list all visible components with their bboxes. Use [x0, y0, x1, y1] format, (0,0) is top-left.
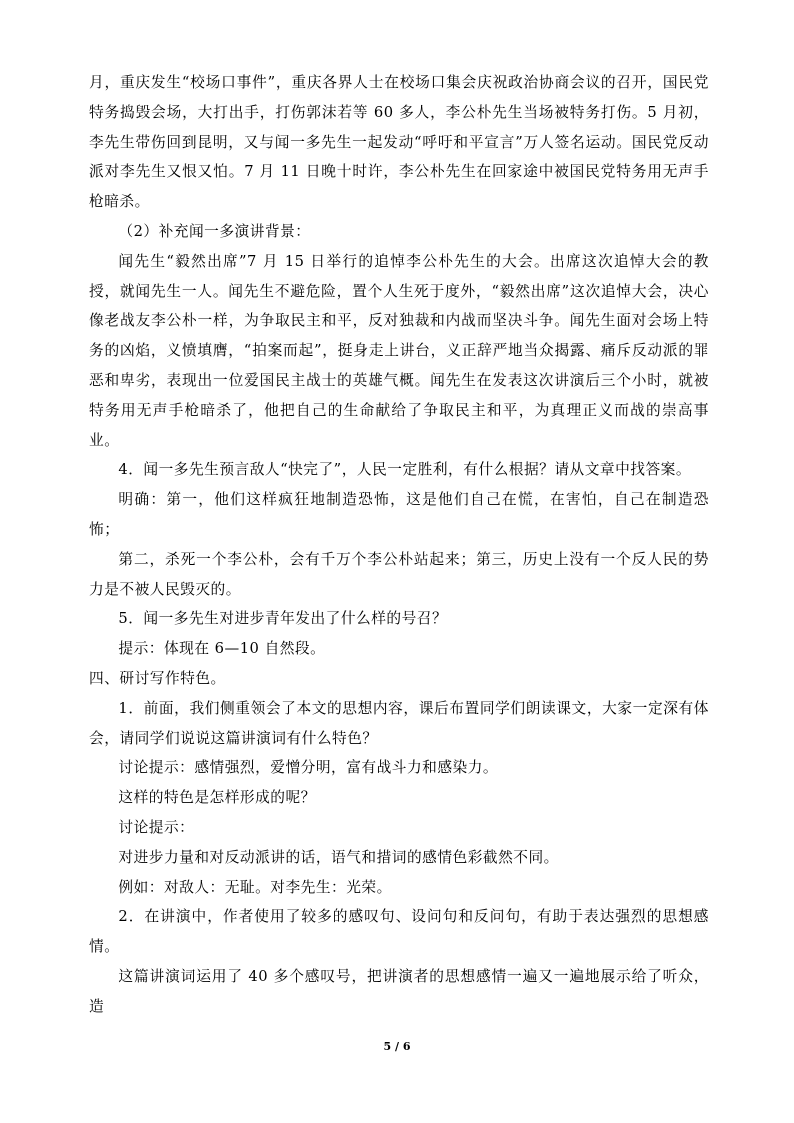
paragraph: 提示：体现在 6—10 自然段。: [118, 640, 326, 658]
document-body: [89, 68, 709, 1022]
page-number: 5 / 6: [383, 1040, 411, 1053]
section-heading: 四、研讨写作特色。: [89, 669, 226, 687]
paragraph: 4．闻一多先生预言敌人“快完了”，人民一定胜利，有什么根据？请从文章中找答案。: [118, 461, 692, 479]
paragraph: 第二，杀死一个李公朴，会有千万个李公朴站起来；第三，历史上没有一个反人民的势力是不被人民毁灭的。: [89, 550, 709, 598]
paragraph: 讨论提示：: [118, 818, 195, 836]
paragraph: 这样的特色是怎样形成的呢？: [118, 789, 316, 807]
paragraph: 例如：对敌人：无耻。对李先生：光荣。: [118, 878, 392, 896]
paragraph: 2．在讲演中，作者使用了较多的感叹句、设问句和反问句，有助于表达强烈的思想感情。: [89, 908, 709, 956]
paragraph: 闻先生“毅然出席”7 月 15 日举行的追悼李公朴先生的大会。出席这次追悼大会的教授，就闻先生一人。闻先生不避危险，置个人生死于度外，“毅然出席”这次追悼大会，决心像老战友李公朴一样，为争取民主和平，反对独裁和内战而坚决斗争。闻先生面对会场上特务的凶焰，义愤填膺，“拍案而起”，挺身走上讲台，义正辞严地当众揭露、痛斥反动派的罪恶和卑劣，表现出一位爱国民主战士的英雄气概。闻先生在发表这次讲演后三个小时，就被特务用无声手枪暗杀了，他把自己的生命献给了争取民主和平，为真理正义而战的崇高事业。: [89, 252, 709, 449]
paragraph: 1．前面，我们侧重领会了本文的思想内容，课后布置同学们朗读课文，大家一定深有体会，请同学们说说这篇讲演词有什么特色？: [89, 699, 709, 747]
paragraph: 月，重庆发生“校场口事件”，重庆各界人士在校场口集会庆祝政治协商会议的召开，国民党特务捣毁会场，大打出手，打伤郭沫若等 60 多人，李公朴先生当场被特务打伤。5 月初，李先生带伤回到昆明，又与闻一多先生一起发动“呼吁和平宣言”万人签名运动。国民党反动派对李先生又恨又怕。7 月 11 日晚十时许，李公朴先生在回家途中被国民党特务用无声手枪暗杀。: [89, 74, 709, 211]
paragraph: （2）补充闻一多演讲背景：: [118, 222, 311, 240]
paragraph: 5．闻一多先生对进步青年发出了什么样的号召？: [118, 610, 448, 628]
paragraph: 对进步力量和对反动派讲的话，语气和措词的感情色彩截然不同。: [118, 848, 559, 866]
paragraph: 明确：第一，他们这样疯狂地制造恐怖，这是他们自己在慌，在害怕，自己在制造恐怖；: [89, 491, 709, 538]
paragraph: 这篇讲演词运用了 40 多个感叹号，把讲演者的思想感情一遍又一遍地展示给了听众，造: [89, 967, 709, 1015]
paragraph: 讨论提示：感情强烈，爱憎分明，富有战斗力和感染力。: [118, 759, 499, 777]
